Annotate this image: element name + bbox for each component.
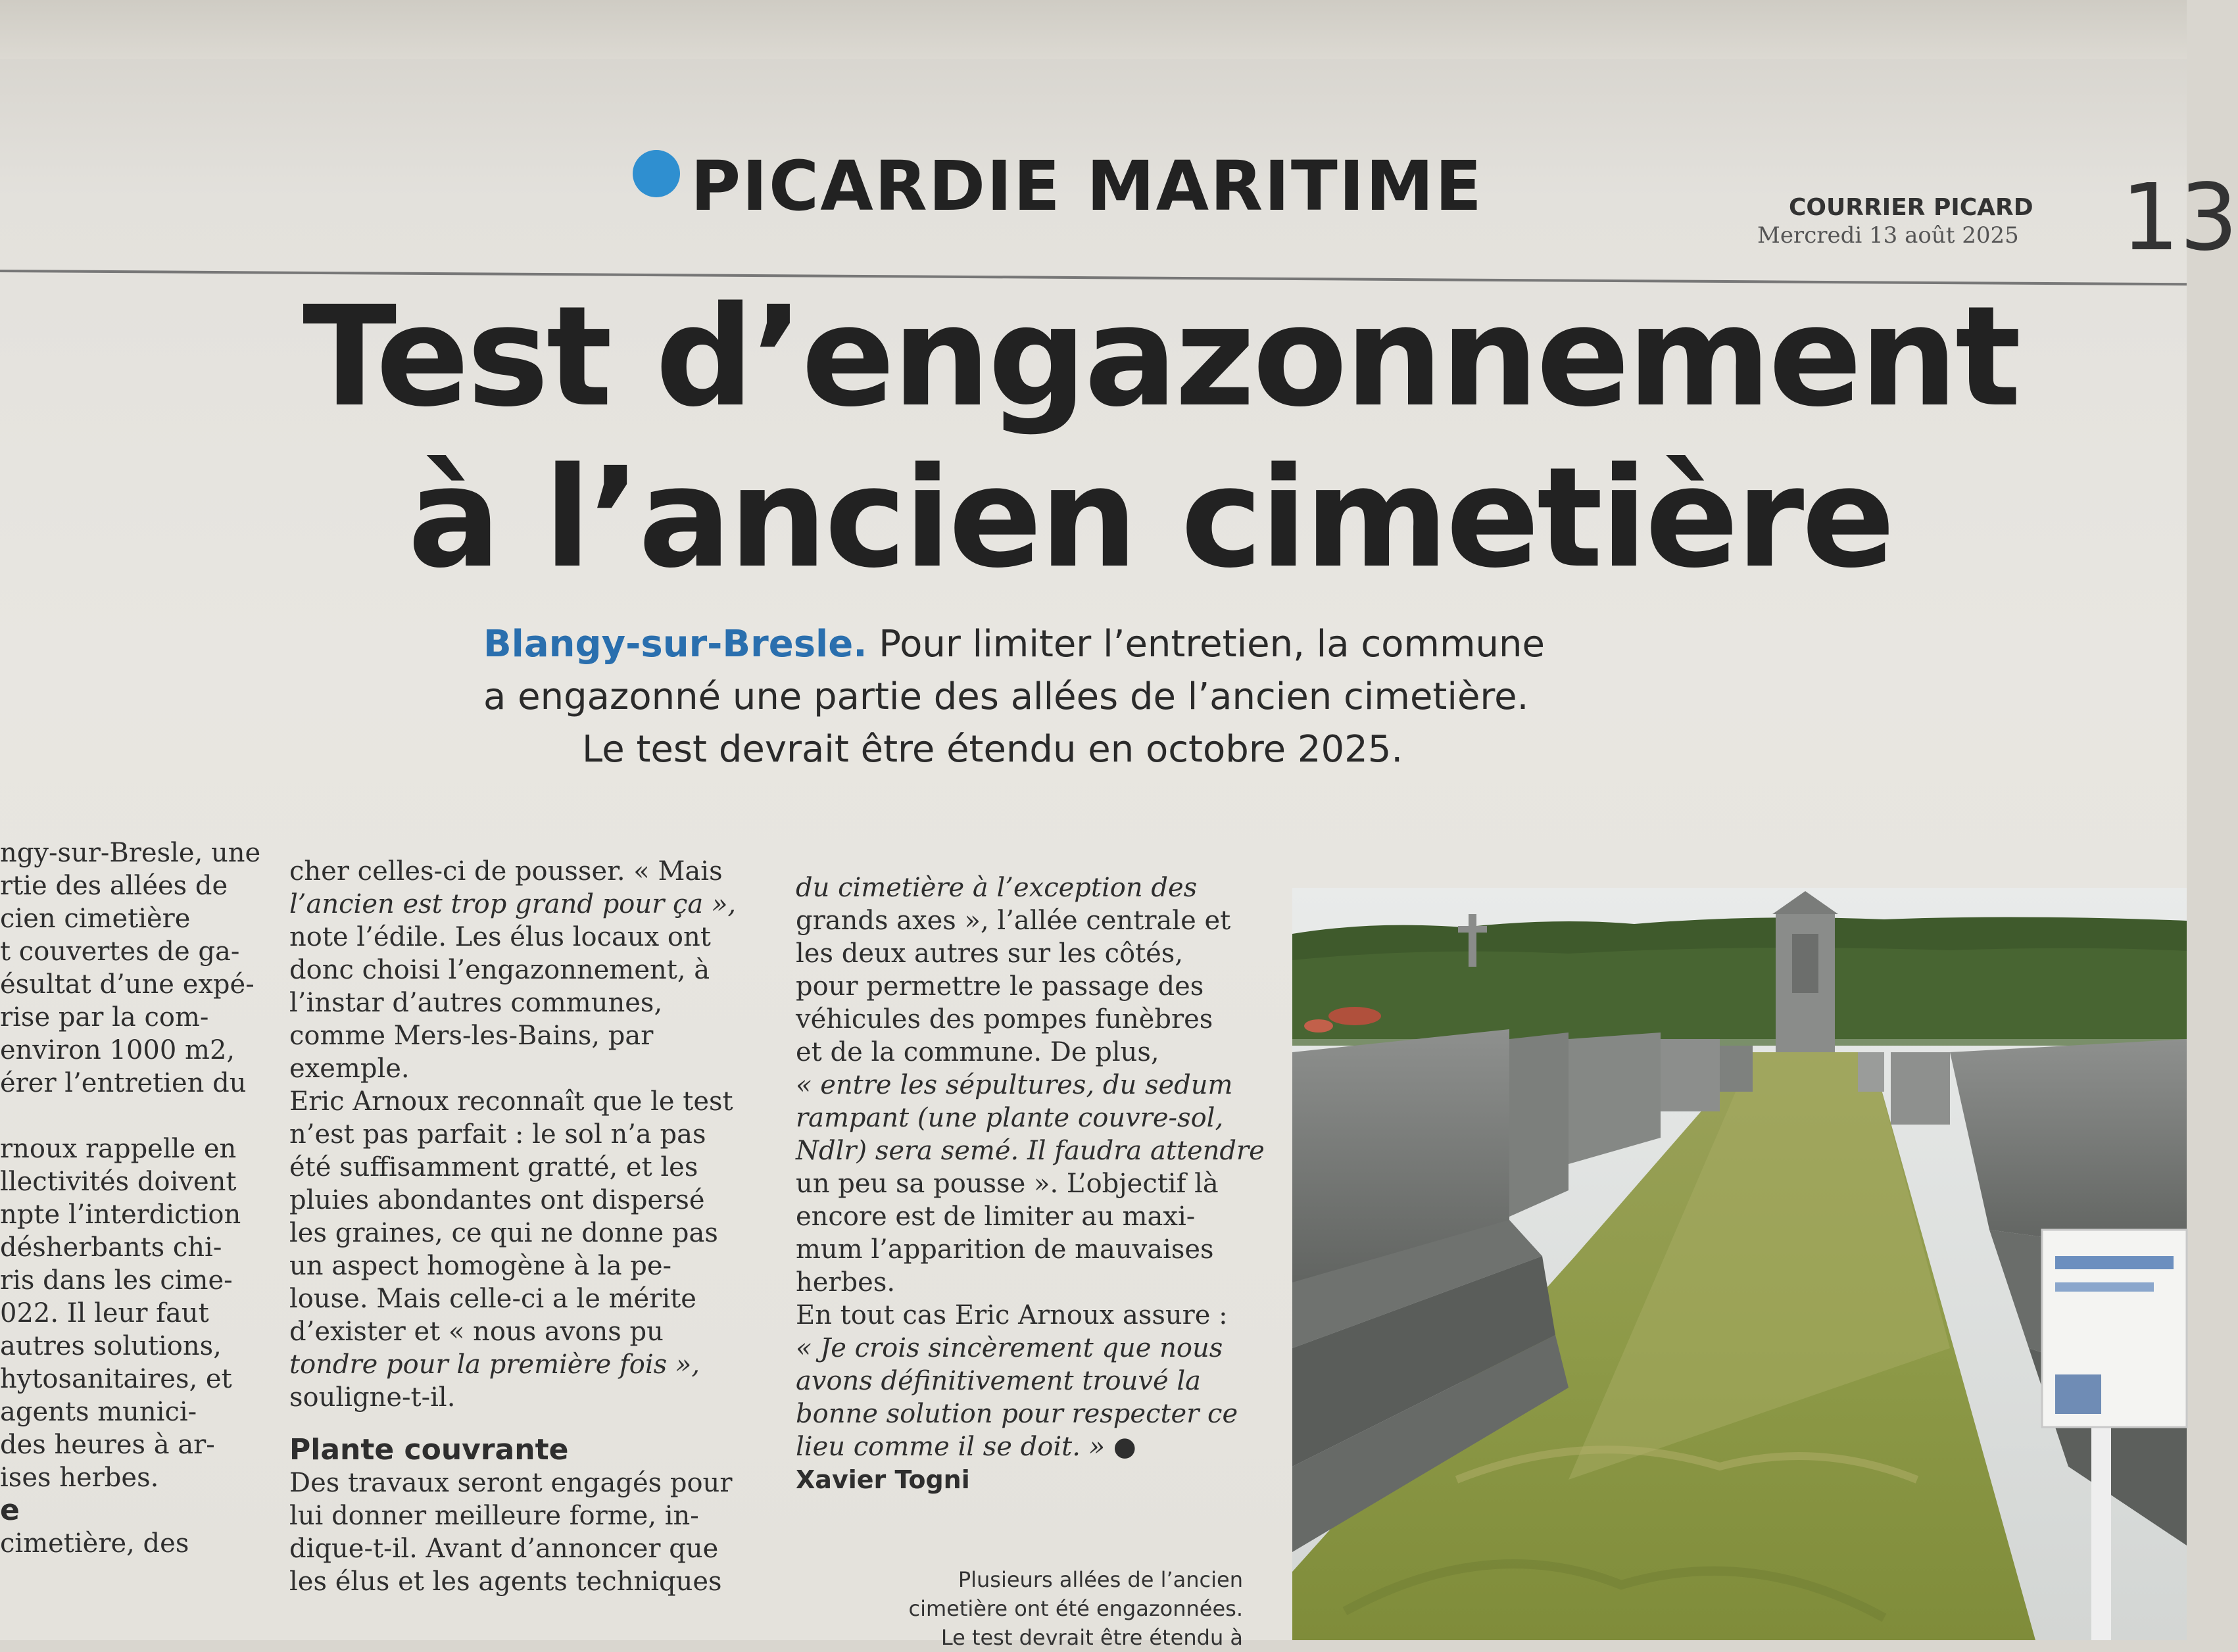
text-line: été suffisamment gratté, et les xyxy=(289,1152,698,1182)
text-line: souligne-t-il. xyxy=(289,1382,456,1413)
text-line: comme Mers-les-Bains, par xyxy=(289,1021,654,1051)
text-line: pour permettre le passage des xyxy=(796,971,1204,1002)
text-line: cien cimetière xyxy=(0,904,191,934)
text-line: Eric Arnoux reconnaît que le test xyxy=(289,1086,733,1117)
text-line: d’exister et « nous avons pu xyxy=(289,1317,664,1347)
text-line: note l’édile. Les élus locaux ont xyxy=(289,922,711,952)
text-line: herbes. xyxy=(796,1267,896,1298)
dateline-place: Blangy-sur-Bresle. xyxy=(483,623,867,666)
text-line: cher celles-ci de pousser. « Mais xyxy=(289,856,723,887)
publication-date: Mercredi 13 août 2025 xyxy=(1757,222,2019,249)
text-line: les graines, ce qui ne donne pas xyxy=(289,1218,718,1248)
text-line: rtie des allées de xyxy=(0,871,228,901)
text-line: dique-t-il. Avant d’annoncer que xyxy=(289,1534,719,1564)
text-line: donc choisi l’engazonnement, à xyxy=(289,955,710,985)
text-line: les deux autres sur les côtés, xyxy=(796,938,1184,969)
text-line: louse. Mais celle-ci a le mérite xyxy=(289,1284,696,1314)
text-line: l’instar d’autres communes, xyxy=(289,988,663,1018)
cemetery-photo xyxy=(1292,888,2187,1640)
text-line: t couvertes de ga- xyxy=(0,936,240,967)
text-line: autres solutions, xyxy=(0,1331,222,1361)
text-line: mum l’apparition de mauvaises xyxy=(796,1234,1214,1265)
section-bullet-icon xyxy=(633,150,680,197)
text-line: 022. Il leur faut xyxy=(0,1298,209,1328)
caption-line: Plusieurs allées de l’ancien xyxy=(958,1567,1243,1592)
text-line: et de la commune. De plus, xyxy=(796,1037,1159,1067)
text-line: des heures à ar- xyxy=(0,1430,215,1460)
text-line: « Je crois sincèrement que nous xyxy=(796,1333,1223,1363)
cemetery-illustration xyxy=(1292,888,2187,1640)
text-line: rampant (une plante couvre-sol, xyxy=(796,1103,1224,1133)
text-line: un aspect homogène à la pe- xyxy=(289,1251,672,1281)
text-line: ngy-sur-Bresle, une xyxy=(0,838,261,868)
text-line: npte l’interdiction xyxy=(0,1200,241,1230)
background-strip xyxy=(0,0,2187,59)
text-line: En tout cas Eric Arnoux assure : xyxy=(796,1300,1228,1330)
text-line: véhicules des pompes funèbres xyxy=(796,1004,1213,1034)
text-line: les élus et les agents techniques xyxy=(289,1567,722,1597)
article-column-2 xyxy=(289,855,789,1598)
headline-line-2: à l’ancien cimetière xyxy=(408,437,1893,598)
text-line: lieu comme il se doit. » ● xyxy=(796,1432,1136,1462)
headline xyxy=(303,276,2019,598)
newspaper-name: COURRIER PICARD xyxy=(1789,194,2033,221)
text-line: rnoux rappelle en xyxy=(0,1134,237,1164)
article-column-3 xyxy=(796,871,1282,1496)
photo-caption xyxy=(875,1565,1243,1652)
lead-line-1-text: Pour limiter l’entretien, la commune xyxy=(867,623,1545,666)
text-line: n’est pas parfait : le sol n’a pas xyxy=(289,1119,706,1150)
text-line: Des travaux seront engagés pour xyxy=(289,1468,733,1498)
text-line: hytosanitaires, et xyxy=(0,1364,232,1394)
text-line: ises herbes. xyxy=(0,1463,159,1493)
text-line: llectivités doivent xyxy=(0,1167,237,1197)
text-line: exemple. xyxy=(289,1054,410,1084)
text-line: érer l’entretien du xyxy=(0,1068,247,1098)
page-number: 13 xyxy=(2121,164,2238,272)
text-line: lui donner meilleure forme, in- xyxy=(289,1501,699,1531)
article-column-1 xyxy=(0,837,276,1560)
caption-line: Le test devrait être étendu à xyxy=(940,1625,1243,1650)
text-line: « entre les sépultures, du sedum xyxy=(796,1070,1233,1100)
text-line: du cimetière à l’exception des xyxy=(796,873,1198,903)
text-line: l’ancien est trop grand pour ça », xyxy=(289,889,737,919)
text-line xyxy=(0,1100,276,1132)
text-line: pluies abondantes ont dispersé xyxy=(289,1185,705,1215)
lead-line-3: Le test devrait être étendu en octobre 2025. xyxy=(582,728,1403,771)
text-line: bonne solution pour respecter ce xyxy=(796,1399,1238,1429)
text-line: rise par la com- xyxy=(0,1002,209,1032)
text-line: un peu sa pousse ». L’objectif là xyxy=(796,1169,1219,1199)
text-line: ésultat d’une expé- xyxy=(0,969,255,1000)
text-line: grands axes », l’allée centrale et xyxy=(796,906,1231,936)
caption-line: cimetière ont été engazonnées. xyxy=(908,1596,1243,1621)
byline: Xavier Togni xyxy=(796,1465,970,1494)
headline-line-1: Test d’engazonnement xyxy=(303,276,2019,437)
text-line: Ndlr) sera semé. Il faudra attendre xyxy=(796,1136,1265,1166)
text-line: environ 1000 m2, xyxy=(0,1035,235,1065)
text-line: désherbants chi- xyxy=(0,1232,222,1263)
lead-line-2: a engazonné une partie des allées de l’ancien cimetière. xyxy=(483,675,1529,718)
section-title: PICARDIE MARITIME xyxy=(691,146,1484,226)
text-line: agents munici- xyxy=(0,1397,197,1427)
text-line: e xyxy=(0,1494,20,1527)
text-line: avons définitivement trouvé la xyxy=(796,1366,1201,1396)
text-line: cimetière, des xyxy=(0,1528,189,1559)
text-line: ris dans les cime- xyxy=(0,1265,233,1296)
text-line: tondre pour la première fois », xyxy=(289,1349,700,1380)
lead-paragraph xyxy=(483,618,1667,776)
lead-line-1 xyxy=(483,618,1667,671)
text-line: encore est de limiter au maxi- xyxy=(796,1202,1196,1232)
subheading: Plante couvrante xyxy=(289,1433,569,1467)
